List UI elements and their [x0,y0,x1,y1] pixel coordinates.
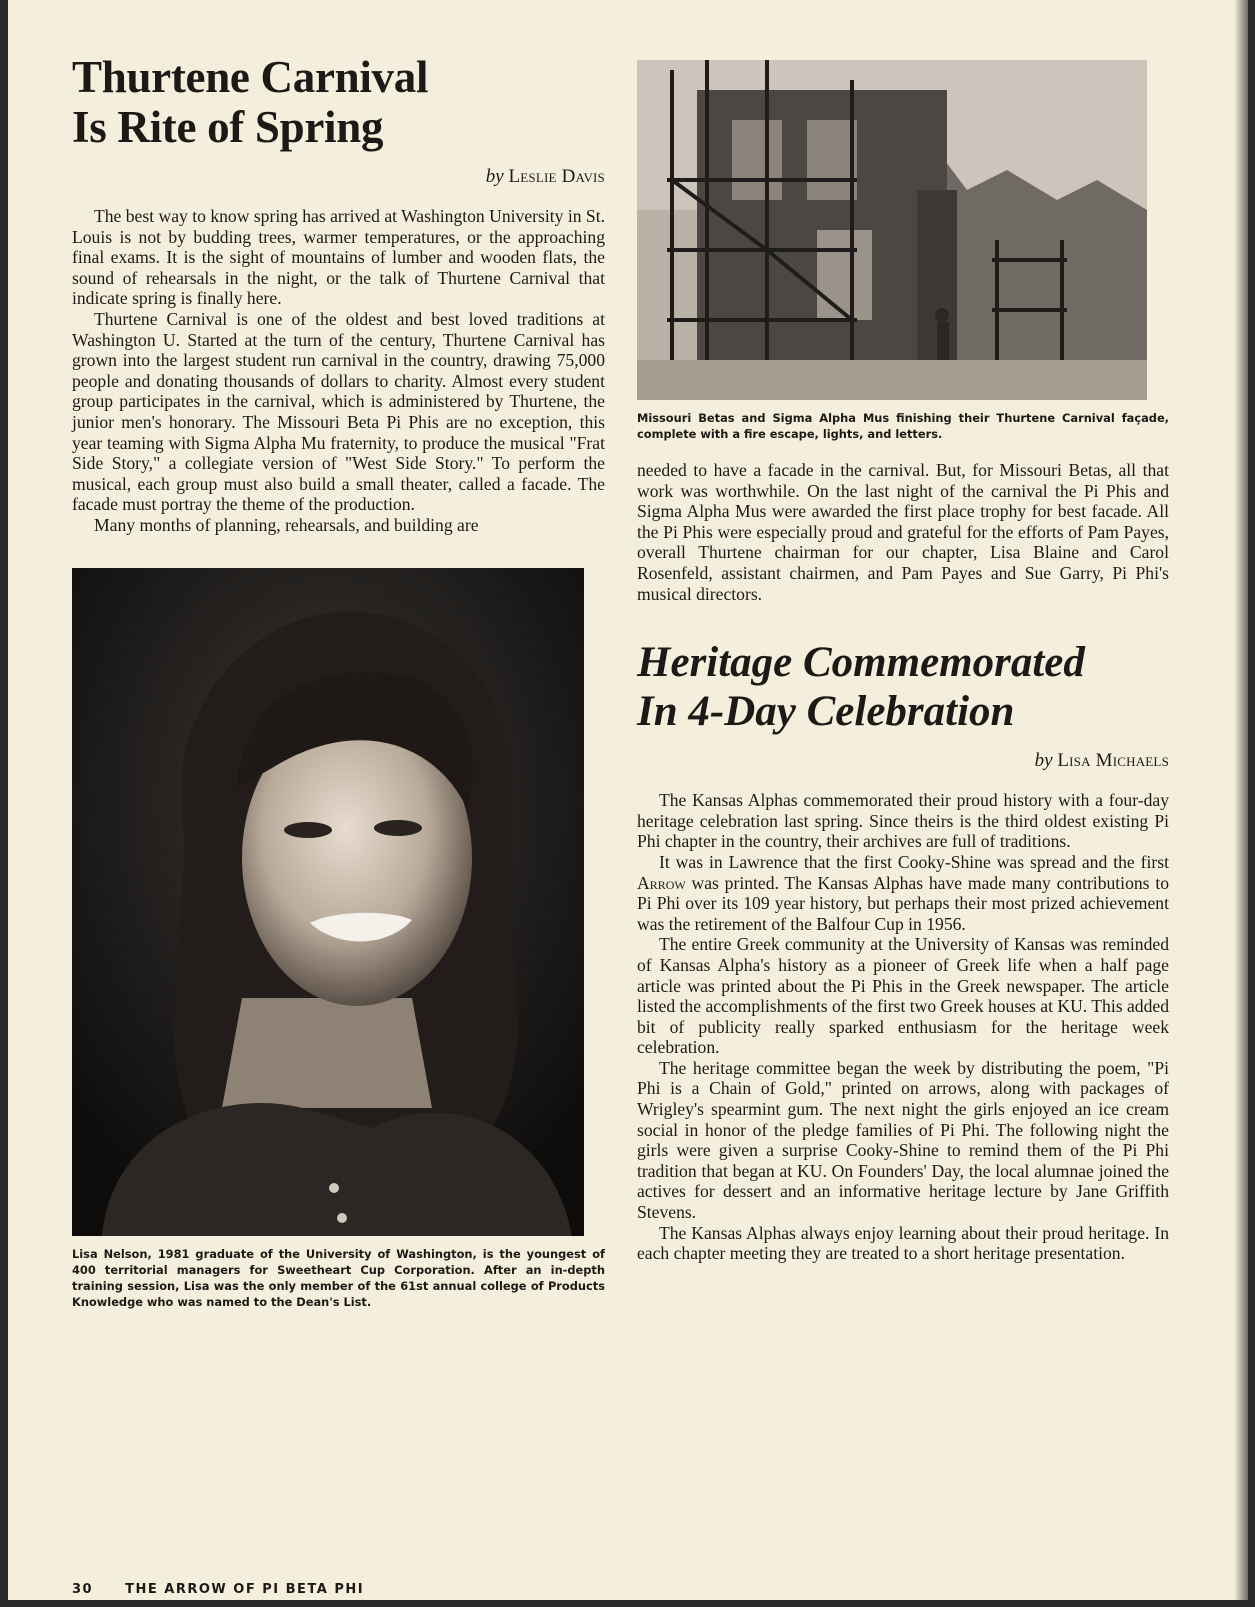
article2-paragraph-3: The entire Greek community at the University of Kansas was reminded of Kansas Alpha's history as a pioneer of Greek life when a half page article was printed about the Pi Phis in the Greek newspaper. The article listed the accomplishments of the first two Greek houses at KU. This added bit of publicity really sparked enthusiasm for the heritage week celebration. [637,934,1169,1058]
article2-paragraph-1: The Kansas Alphas commemorated their proud history with a four-day heritage celebration last spring. Since theirs is the third oldest existing Pi Phi chapter in the country, their archives are full of traditions. [637,790,1169,852]
article1-continuation: needed to have a facade in the carnival. But, for Missouri Betas, all that work was worthwhile. On the last night of the carnival the Pi Phis and Sigma Alpha Mus were awarded the first place trophy for best facade. All the Pi Phis were especially proud and grateful for the efforts of Pam Payes, overall Thurtene chairman for our chapter, Lisa Blaine and Carol Rosenfeld, assistant chairmen, and Pam Payes and Sue Garry, Pi Phi's musical directors. [637,460,1169,604]
article2-paragraph-2 [637,852,1169,934]
arrow-publication-name: Arrow [637,872,686,893]
article2-paragraph-5: The Kansas Alphas always enjoy learning about their proud heritage. In each chapter meeting they are treated to a short heritage presentation. [637,1222,1169,1264]
portrait-photo-illustration [72,568,584,1236]
page-edge-shadow [1234,0,1248,1600]
left-column [72,52,605,1310]
portrait-photo [72,568,584,1236]
article1-author: Leslie Davis [508,166,605,187]
article2-author: Lisa Michaels [1057,750,1169,772]
facade-photo [637,60,1147,400]
facade-caption: Missouri Betas and Sigma Alpha Mus finishing their Thurtene Carnival façade, complete with a fire escape, lights, and letters. [637,411,1169,441]
article2-by: by [1034,750,1053,772]
article2-paragraph-2-part2: was printed. The Kansas Alphas have made many contributions to Pi Phi over its 109 year history, but perhaps their most prized achievement was the retirement of the Balfour Cup in 1956. [637,872,1169,934]
article1-paragraph-3: Many months of planning, rehearsals, and building are [94,514,479,535]
article1-byline [72,166,605,188]
article1-paragraph-1: The best way to know spring has arrived at Washington University in St. Louis is not by budding trees, warmer temperatures, or the approaching final exams. It is the sight of mountains of lumber and wooden flats, the sound of rehearsals in the night, or the talk of Thurtene Carnival that indicate spring is finally here. [72,206,605,309]
article1-by: by [485,166,504,187]
facade-photo-illustration [637,60,1147,400]
article1-title [72,52,605,152]
magazine-page [8,0,1248,1600]
right-column [637,60,1169,1264]
article2-byline [637,750,1169,772]
page-number: 30 [72,1582,94,1597]
article2-paragraph-4: The heritage committee began the week by distributing the poem, "Pi Phi is a Chain of Gold," printed on arrows, along with packages of Wrigley's spearmint gum. The next night the girls enjoyed an ice cream social in honor of the pledge families of Pi Phi. The following night the girls were given a surprise Cooky-Shine to remind them of the Pi Phi tradition that began at KU. On Founders' Day, the local alumnae joined the actives for dessert and an informative heritage lecture by Jane Griffith Stevens. [637,1057,1169,1223]
article2-paragraph-2-part1: It was in Lawrence that the first Cooky-Shine was spread and the first [659,851,1169,872]
article2-title [637,638,1169,736]
article2-title-line1: Heritage Commemorated [637,639,1085,687]
portrait-caption: Lisa Nelson, 1981 graduate of the University of Washington, is the youngest of 400 territorial managers for Sweetheart Cup Corporation. After an in-depth training session, Lisa was the only member of the 61st annual college of Products Knowledge who was named to the Dean's List. [72,1246,605,1309]
article1-paragraph-2: Thurtene Carnival is one of the oldest and best loved traditions at Washington U. Started at the turn of the century, Thurtene Carnival has grown into the largest student run carnival in the country, drawing 75,000 people and donating thousands of dollars to charity. Almost every student group participates in the carnival, which is administered by Thurtene, the junior men's honorary. The Missouri Beta Pi Phis are no exception, this year teaming with Sigma Alpha Mu fraternity, to produce the musical "Frat Side Story," a collegiate version of "West Side Story." To perform the musical, each group must also build a small theater, called a facade. The facade must portray the theme of the production. [72,308,605,515]
article1-title-line2: Is Rite of Spring [72,102,384,152]
article1-title-line1: Thurtene Carnival [72,52,429,102]
article2-title-line2: In 4-Day Celebration [637,688,1015,736]
publication-name: THE ARROW OF PI BETA PHI [125,1582,365,1597]
page-footer [72,1582,364,1597]
